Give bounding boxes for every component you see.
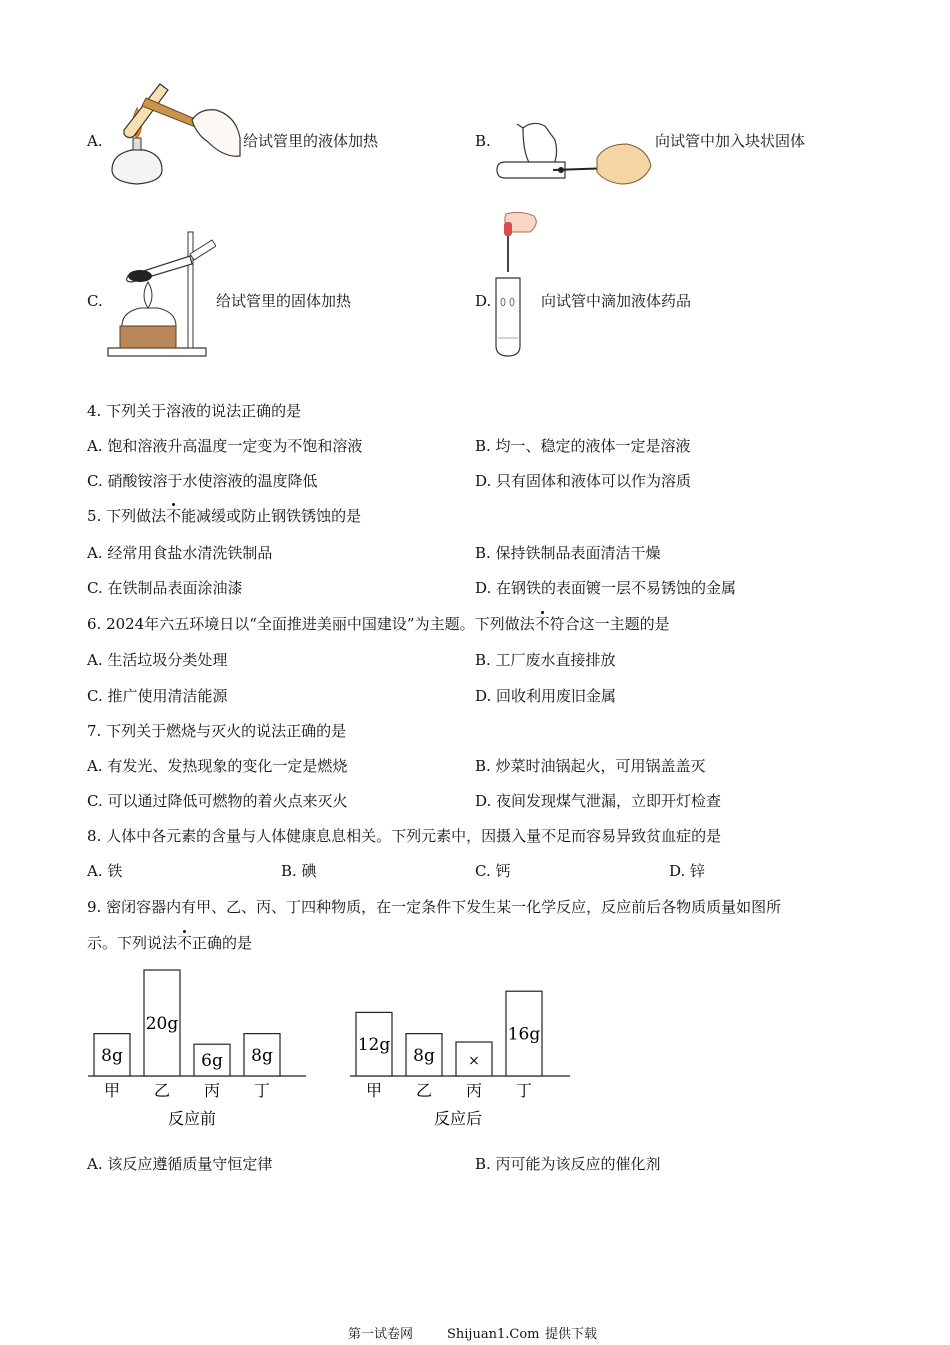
footer-site-url[interactable]: Shijuan1.Com [447, 1327, 540, 1342]
q4-option-c: C. 硝酸铵溶于水使溶液的温度降低 [87, 472, 318, 490]
category-label: 乙 [415, 1081, 433, 1100]
category-label: 丁 [515, 1081, 533, 1100]
q6-stem: 6. 2024年六五环境日以“全面推进美丽中国建设”为主题。下列做法不符合这一主题的是 [87, 615, 670, 633]
q9-option-b: B. 丙可能为该反应的催化剂 [475, 1155, 661, 1173]
category-label: 乙 [153, 1081, 171, 1100]
q5-option-b: B. 保持铁制品表面清洁干燥 [475, 544, 661, 562]
q3-option-b-letter: B. [475, 132, 491, 150]
add-solid-to-tube-illustration [493, 118, 653, 190]
q4-option-a: A. 饱和溶液升高温度一定变为不饱和溶液 [87, 437, 363, 455]
category-label: 甲 [365, 1081, 383, 1100]
bar-value-label: 8g [413, 1045, 435, 1066]
q6-option-c: C. 推广使用清洁能源 [87, 687, 228, 705]
q8-option-a: A. 铁 [87, 862, 123, 880]
q3-option-d-letter: D. [475, 292, 492, 310]
q6-option-a: A. 生活垃圾分类处理 [87, 651, 228, 669]
q8-option-c: C. 钙 [475, 862, 511, 880]
q4-option-b: B. 均一、稳定的液体一定是溶液 [475, 437, 691, 455]
q3-option-d-text: 向试管中滴加液体药品 [541, 292, 692, 310]
q3-option-a-text: 给试管里的液体加热 [243, 132, 379, 150]
bar-value-label: 8g [101, 1045, 123, 1066]
category-label: 丁 [253, 1081, 271, 1100]
emphasis-dot-char: 不 [166, 507, 182, 525]
emphasis-dot-char: 不 [534, 615, 550, 633]
q9-stem-line1: 9. 密闭容器内有甲、乙、丙、丁四种物质，在一定条件下发生某一化学反应，反应前后各物质质量如图所 [87, 898, 782, 916]
q3-option-b-text: 向试管中加入块状固体 [655, 132, 806, 150]
bar-value-label: 16g [507, 1024, 541, 1045]
q8-option-b: B. 碘 [281, 862, 317, 880]
chart-title: 反应前 [167, 1109, 217, 1128]
test-tube-liquid-heating-illustration [104, 78, 244, 190]
q9-stem-line2: 示。下列说法不正确的是 [87, 934, 253, 952]
bar-value-label: 20g [145, 1014, 179, 1034]
q7-option-d: D. 夜间发现煤气泄漏，立即开灯检查 [475, 792, 722, 810]
q4-option-d: D. 只有固体和液体可以作为溶质 [475, 472, 692, 490]
dropper-tube-illustration [490, 210, 542, 360]
q3-option-c-text: 给试管里的固体加热 [216, 292, 352, 310]
chart-title: 反应后 [433, 1109, 483, 1128]
q6-option-d: D. 回收利用废旧金属 [475, 687, 617, 705]
q8-stem: 8. 人体中各元素的含量与人体健康息息相关。下列元素中，因摄入量不足而容易异致贫血症的是 [87, 827, 722, 845]
footer-download: 提供下载 [545, 1327, 598, 1342]
q9-option-a: A. 该反应遵循质量守恒定律 [87, 1155, 273, 1173]
mass-chart-before [86, 960, 308, 1132]
bar-value-label: 8g [251, 1045, 273, 1066]
category-label: 丙 [203, 1081, 221, 1100]
q7-stem: 7. 下列关于燃烧与灭火的说法正确的是 [87, 722, 347, 740]
bar-value-label: 12g [357, 1035, 391, 1056]
q4-stem: 4. 下列关于溶液的说法正确的是 [87, 402, 302, 420]
q5-option-c: C. 在铁制品表面涂油漆 [87, 579, 243, 597]
q3-option-c-letter: C. [87, 292, 103, 310]
emphasis-dot-char: 不 [177, 934, 193, 952]
test-tube-solid-heating-illustration [106, 224, 216, 358]
q5-option-a: A. 经常用食盐水清洗铁制品 [87, 544, 273, 562]
bar-value-label: 6g [201, 1051, 223, 1072]
q7-option-b: B. 炒菜时油锅起火，可用锅盖盖灭 [475, 757, 706, 775]
category-label: 丙 [465, 1081, 483, 1100]
footer-site-name: 第一试卷网 [348, 1327, 414, 1342]
bar-value-label: × [468, 1053, 480, 1069]
q5-stem: 5. 下列做法不能减缓或防止钢铁锈蚀的是 [87, 507, 362, 525]
q7-option-c: C. 可以通过降低可燃物的着火点来灭火 [87, 792, 348, 810]
q7-option-a: A. 有发光、发热现象的变化一定是燃烧 [87, 757, 348, 775]
category-label: 甲 [103, 1081, 121, 1100]
q5-option-d: D. 在钢铁的表面镀一层不易锈蚀的金属 [475, 579, 737, 597]
q8-option-d: D. 锌 [669, 862, 706, 880]
q3-option-a-letter: A. [87, 132, 103, 150]
q6-option-b: B. 工厂废水直接排放 [475, 651, 616, 669]
mass-chart-after [348, 960, 572, 1132]
